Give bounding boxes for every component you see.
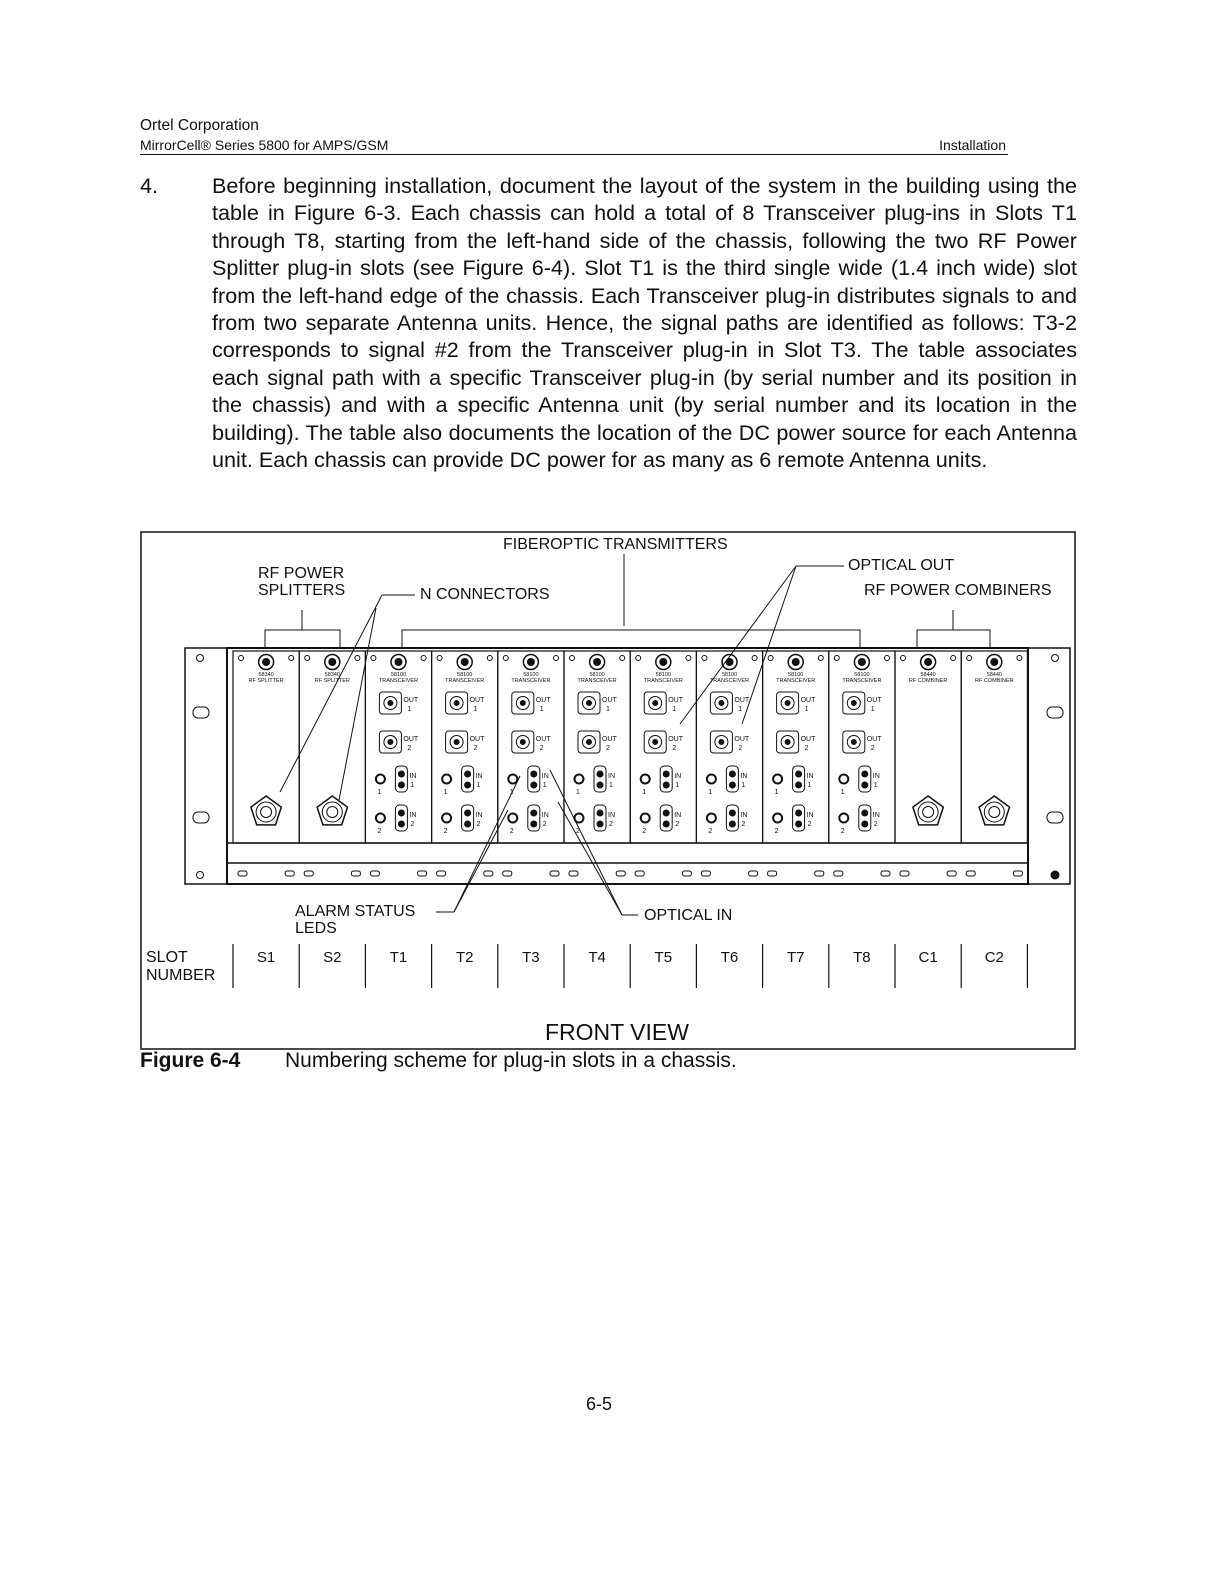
- port-label-number: 1: [804, 706, 809, 713]
- port-label-out: OUT: [403, 697, 419, 704]
- n-connector: [317, 796, 347, 825]
- screw: [1017, 656, 1022, 661]
- port-label-number: 2: [804, 745, 809, 752]
- alarm-led: [442, 775, 451, 784]
- slot-label-t3: T3: [522, 949, 540, 966]
- slot-number-label-line2: NUMBER: [146, 967, 216, 984]
- port-label-number: 1: [410, 782, 415, 789]
- rail-slot: [370, 871, 379, 876]
- right-rack-ear: [1028, 648, 1070, 884]
- optical-in-port-core: [796, 810, 802, 816]
- alarm-led: [442, 814, 451, 823]
- port-label-number: 1: [473, 706, 478, 713]
- slot-label-c2: C2: [984, 949, 1004, 966]
- port-label-number: 1: [870, 706, 875, 713]
- port-label-in: IN: [608, 812, 615, 819]
- port-label-in: IN: [674, 773, 682, 780]
- rail-slot: [749, 871, 758, 876]
- port-label-number: 1: [840, 789, 845, 796]
- port-label-number: 1: [606, 706, 610, 713]
- optical-out-port-core: [785, 701, 790, 706]
- rail-slot: [569, 871, 578, 876]
- optical-in-port-core: [663, 821, 669, 827]
- optical-out-port-core: [785, 740, 790, 745]
- optical-in-port-core: [465, 810, 471, 816]
- screw: [371, 656, 376, 661]
- optical-in-port-core: [531, 771, 537, 777]
- rail-slot: [484, 871, 493, 876]
- screw: [487, 656, 492, 661]
- port-label-in: IN: [409, 812, 417, 819]
- optical-out-port-core: [587, 740, 592, 745]
- port-label-out: OUT: [800, 697, 816, 704]
- port-label-number: 1: [807, 782, 812, 789]
- slot-number-label-line1: SLOT: [146, 949, 188, 966]
- optical-in-port-core: [796, 782, 802, 788]
- status-led-center: [594, 659, 601, 666]
- callout-n-connectors: N CONNECTORS: [420, 586, 550, 603]
- callout-rf-power-combiners: RF POWER COMBINERS: [864, 582, 1052, 599]
- port-label-out: OUT: [403, 736, 419, 743]
- step-number: 4.: [140, 173, 159, 198]
- rail-slot: [238, 871, 247, 876]
- caption-text: Numbering scheme for plug-in slots in a chassis.: [285, 1049, 737, 1072]
- optical-in-port-core: [729, 782, 735, 788]
- rail-slot: [635, 871, 644, 876]
- optical-in-port-core: [729, 771, 735, 777]
- port-label-number: 2: [807, 821, 812, 828]
- screw: [768, 656, 773, 661]
- port-label-in: IN: [541, 812, 549, 819]
- port-label-number: 2: [840, 828, 845, 835]
- port-label-number: 1: [741, 782, 746, 789]
- port-label-number: 1: [774, 789, 779, 796]
- module-type-label: TRANSCEIVER: [643, 678, 683, 684]
- optical-in-port-core: [862, 810, 868, 816]
- port-label-in: IN: [806, 812, 814, 819]
- port-label-number: 1: [443, 789, 448, 796]
- port-label-number: 2: [738, 745, 743, 752]
- port-label-out: OUT: [535, 697, 551, 704]
- module-part-number: 58440: [920, 672, 936, 678]
- module-type-label: TRANSCEIVER: [709, 678, 750, 684]
- screw: [901, 656, 906, 661]
- alarm-led: [508, 775, 517, 784]
- port-label-number: 2: [377, 828, 382, 835]
- rail-slot: [947, 871, 956, 876]
- port-label-in: IN: [475, 773, 483, 780]
- module-type-label: TRANSCEIVER: [511, 678, 551, 684]
- alarm-led: [707, 814, 716, 823]
- optical-in-port-core: [597, 821, 603, 827]
- optical-in-port-core: [663, 782, 669, 788]
- port-label-number: 1: [509, 789, 514, 796]
- n-connector-ring: [984, 802, 1004, 822]
- port-label-number: 2: [476, 821, 481, 828]
- figure-caption: [140, 1049, 737, 1073]
- rail-slot: [966, 871, 975, 876]
- optical-in-port-core: [398, 810, 404, 816]
- screw: [818, 656, 823, 661]
- optical-out-port-core: [454, 701, 459, 706]
- optical-in-port-core: [597, 810, 603, 816]
- port-label-number: 1: [377, 789, 382, 796]
- slot-label-t4: T4: [588, 949, 606, 966]
- callout-optical-out: OPTICAL OUT: [848, 557, 955, 574]
- port-label-number: 1: [708, 789, 713, 796]
- status-led-center: [925, 659, 932, 666]
- port-label-number: 2: [642, 828, 647, 835]
- slot-label-s2: S2: [323, 949, 342, 966]
- port-label-number: 1: [642, 789, 647, 796]
- alarm-led: [707, 775, 716, 784]
- port-label-number: 1: [407, 706, 412, 713]
- port-label-in: IN: [608, 773, 615, 780]
- rail-slot: [1013, 871, 1022, 876]
- port-label-number: 2: [410, 821, 415, 828]
- optical-in-port-core: [663, 810, 669, 816]
- alarm-led: [376, 775, 385, 784]
- n-connector-inner: [923, 807, 934, 818]
- slot-label-t7: T7: [786, 949, 805, 966]
- screw: [570, 656, 575, 661]
- n-connector: [251, 796, 281, 825]
- slot-label-t8: T8: [853, 949, 871, 966]
- screw: [503, 656, 508, 661]
- rail-slot: [418, 871, 427, 876]
- module-type-label: TRANSCEIVER: [378, 678, 419, 684]
- module-part-number: 58100: [854, 672, 870, 678]
- n-connector: [913, 796, 943, 825]
- screw: [620, 656, 625, 661]
- rail-slot: [682, 871, 691, 876]
- port-label-in: IN: [740, 812, 748, 819]
- alarm-led: [773, 775, 782, 784]
- screw: [951, 656, 956, 661]
- alarm-led: [773, 814, 782, 823]
- n-connector-ring: [256, 802, 276, 822]
- screw: [702, 656, 707, 661]
- optical-in-port-core: [531, 782, 537, 788]
- port-label-out: OUT: [668, 697, 683, 704]
- module-type-label: TRANSCEIVER: [577, 678, 617, 684]
- rail-slot: [881, 871, 890, 876]
- optical-in-port-core: [663, 771, 669, 777]
- alarm-led: [839, 814, 848, 823]
- port-label-out: OUT: [469, 697, 485, 704]
- rail-slot: [304, 871, 313, 876]
- module-part-number: 58100: [523, 672, 539, 678]
- optical-in-port-core: [597, 782, 603, 788]
- port-label-out: OUT: [734, 736, 750, 743]
- screw: [686, 656, 691, 661]
- rail-slot: [701, 871, 710, 876]
- callout-fiberoptic-transmitters: FIBEROPTIC TRANSMITTERS: [503, 536, 728, 553]
- optical-in-port-core: [465, 821, 471, 827]
- status-led-center: [858, 659, 865, 666]
- screw: [554, 656, 559, 661]
- port-label-out: OUT: [602, 736, 617, 743]
- rail-slot: [834, 871, 843, 876]
- port-label-in: IN: [806, 773, 814, 780]
- status-led-center: [329, 659, 336, 666]
- optical-in-port-core: [862, 771, 868, 777]
- alarm-led: [641, 775, 650, 784]
- status-led-center: [991, 659, 998, 666]
- port-label-out: OUT: [469, 736, 485, 743]
- callout-rf-power-line2: SPLITTERS: [258, 582, 346, 599]
- callout-alarm-status-line2: LEDS: [295, 920, 337, 937]
- module-part-number: 58440: [986, 672, 1002, 678]
- status-led-center: [726, 659, 733, 666]
- n-connector: [979, 796, 1009, 825]
- module-part-number: 58100: [788, 672, 804, 678]
- optical-in-port-core: [729, 821, 735, 827]
- screw: [305, 656, 310, 661]
- running-header: [140, 137, 1008, 155]
- caption-figure-number: Figure 6-4: [140, 1049, 241, 1072]
- slot-label-c1: C1: [918, 949, 938, 966]
- alarm-led: [839, 775, 848, 784]
- screw: [355, 656, 360, 661]
- callout-optical-in: OPTICAL IN: [644, 907, 733, 924]
- port-label-number: 1: [576, 789, 580, 796]
- optical-in-port-core: [531, 810, 537, 816]
- screw: [636, 656, 641, 661]
- optical-out-port-core: [653, 701, 658, 706]
- port-label-number: 2: [870, 745, 875, 752]
- port-label-number: 2: [509, 828, 514, 835]
- port-label-number: 2: [473, 745, 478, 752]
- port-label-number: 2: [774, 828, 779, 835]
- slot-label-t6: T6: [720, 949, 739, 966]
- port-label-number: 1: [873, 782, 878, 789]
- optical-out-port-core: [388, 701, 393, 706]
- rail-slot: [285, 871, 294, 876]
- port-label-number: 1: [738, 706, 743, 713]
- optical-out-port-core: [388, 740, 393, 745]
- module-type-label: RF SPLITTER: [248, 678, 284, 684]
- module-type-label: RF COMBINER: [975, 678, 1014, 684]
- port-label-number: 2: [576, 828, 580, 835]
- port-label-number: 1: [539, 706, 544, 713]
- optical-out-port-core: [851, 740, 856, 745]
- rail-slot: [550, 871, 559, 876]
- screw: [421, 656, 426, 661]
- rail-slot: [768, 871, 777, 876]
- port-label-number: 2: [407, 745, 412, 752]
- module-part-number: 58100: [721, 672, 738, 678]
- screw: [885, 656, 890, 661]
- optical-out-port-core: [653, 740, 658, 745]
- status-led-center: [461, 659, 468, 666]
- module-type-label: RF COMBINER: [908, 678, 948, 684]
- optical-in-port-core: [531, 821, 537, 827]
- port-label-number: 2: [672, 745, 677, 752]
- screw: [834, 656, 839, 661]
- module-part-number: 58340: [258, 672, 274, 678]
- page-number: 6-5: [586, 1394, 613, 1414]
- alarm-led: [376, 814, 385, 823]
- module-type-label: TRANSCEIVER: [445, 678, 485, 684]
- module-type-label: TRANSCEIVER: [842, 678, 882, 684]
- optical-in-port-core: [729, 810, 735, 816]
- optical-out-port-core: [454, 740, 459, 745]
- port-label-out: OUT: [668, 736, 683, 743]
- port-label-number: 2: [542, 821, 547, 828]
- n-connector-ring: [918, 802, 938, 822]
- step-text: Before beginning installation, document the layout of the system in the building using the table in Figure 6-3. Each chassis can hold a total of 8 Transceiver plug-ins in Slots T1 through T8, starting from the left-hand side of the chassis, following the two RF Power Splitter plug-in slots (see Figure 6-4). Slot T1 is the third single wide (1.4 inch wide) slot from the left-hand edge of the chassis. Each Transceiver plug-in distributes signals to and from two separate Antenna units. Hence, the signal paths are identified as follows: T3-2 corresponds to signal #2 from the Transceiver plug-in in Slot T3. The table associates each signal path with a specific Transceiver plug-in (by serial number and its position in the chassis) and with a specific Antenna unit (by serial number and its location in the building). The table also documents the location of the DC power source for each Antenna unit. Each chassis can provide DC power for as many as 6 remote Antenna units.: [212, 173, 1077, 473]
- module-part-number: 58100: [457, 672, 473, 678]
- left-rack-ear: [185, 648, 227, 884]
- port-label-out: OUT: [602, 697, 617, 704]
- port-label-in: IN: [475, 812, 483, 819]
- slot-label-t2: T2: [455, 949, 474, 966]
- alarm-led: [508, 814, 517, 823]
- callout-alarm-status-line1: ALARM STATUS: [295, 903, 416, 920]
- alarm-led: [575, 814, 584, 823]
- n-connector-inner: [989, 807, 1000, 818]
- front-view-label: FRONT VIEW: [545, 1019, 689, 1045]
- optical-in-port-core: [597, 771, 603, 777]
- port-label-number: 1: [609, 782, 613, 789]
- screw: [239, 656, 244, 661]
- optical-in-port-core: [796, 821, 802, 827]
- optical-out-port-core: [520, 701, 525, 706]
- port-label-out: OUT: [866, 697, 882, 704]
- slot-number-row: [233, 944, 1027, 988]
- rail-slot: [351, 871, 360, 876]
- screw: [967, 656, 972, 661]
- optical-in-port-core: [398, 821, 404, 827]
- module-part-number: 58340: [324, 672, 340, 678]
- screw: [752, 656, 757, 661]
- port-label-in: IN: [409, 773, 417, 780]
- callout-rf-power-line1: RF POWER: [258, 565, 345, 582]
- slot-label-s1: S1: [256, 949, 276, 966]
- port-label-number: 1: [675, 782, 680, 789]
- rail-slot: [900, 871, 909, 876]
- module-type-label: TRANSCEIVER: [776, 678, 816, 684]
- module-part-number: 58100: [589, 672, 605, 678]
- n-connector-inner: [261, 807, 272, 818]
- port-label-in: IN: [872, 773, 880, 780]
- module-part-number: 58100: [390, 672, 407, 678]
- module-type-label: RF SPLITTER: [314, 678, 350, 684]
- port-label-number: 2: [609, 821, 613, 828]
- screw: [437, 656, 442, 661]
- port-label-number: 2: [708, 828, 713, 835]
- port-label-in: IN: [740, 773, 748, 780]
- optical-in-port-core: [796, 771, 802, 777]
- status-led-center: [792, 659, 799, 666]
- port-label-number: 2: [443, 828, 448, 835]
- optical-in-port-core: [465, 782, 471, 788]
- port-label-in: IN: [541, 773, 549, 780]
- callout-leader-lines: [265, 554, 990, 915]
- optical-out-port-core: [851, 701, 856, 706]
- port-label-out: OUT: [535, 736, 551, 743]
- rail-slot: [815, 871, 824, 876]
- port-label-number: 2: [873, 821, 878, 828]
- n-connector-ring: [322, 802, 342, 822]
- port-label-out: OUT: [866, 736, 882, 743]
- screw: [289, 656, 294, 661]
- alarm-led: [575, 775, 584, 784]
- port-label-number: 2: [675, 821, 680, 828]
- header-series: MirrorCell® Series 5800 for AMPS/GSM: [140, 137, 389, 153]
- port-label-number: 2: [741, 821, 746, 828]
- slot-label-t1: T1: [389, 949, 408, 966]
- status-led-center: [263, 659, 270, 666]
- status-led-center: [660, 659, 667, 666]
- port-label-number: 1: [476, 782, 481, 789]
- optical-in-port-core: [862, 821, 868, 827]
- module-part-number: 58100: [655, 672, 671, 678]
- optical-out-port-core: [719, 701, 724, 706]
- slot-label-t5: T5: [654, 949, 673, 966]
- optical-out-port-core: [587, 701, 592, 706]
- port-label-number: 1: [542, 782, 547, 789]
- port-label-number: 2: [539, 745, 544, 752]
- optical-out-port-core: [719, 740, 724, 745]
- port-label-out: OUT: [734, 697, 750, 704]
- optical-in-port-core: [862, 782, 868, 788]
- port-label-number: 2: [606, 745, 610, 752]
- status-led-center: [395, 659, 402, 666]
- header-section: Installation: [939, 137, 1006, 153]
- port-label-number: 1: [672, 706, 677, 713]
- rail-slot: [503, 871, 512, 876]
- optical-in-port-core: [398, 771, 404, 777]
- optical-in-port-core: [465, 771, 471, 777]
- optical-in-port-core: [398, 782, 404, 788]
- port-label-out: OUT: [800, 736, 816, 743]
- rail-slot: [616, 871, 625, 876]
- alarm-led: [641, 814, 650, 823]
- port-label-in: IN: [872, 812, 880, 819]
- rail-slot: [437, 871, 446, 876]
- optical-out-port-core: [520, 740, 525, 745]
- n-connector-inner: [327, 807, 338, 818]
- port-label-in: IN: [674, 812, 682, 819]
- chassis-front-view-figure: [140, 530, 1080, 1050]
- status-led-center: [527, 659, 534, 666]
- header-company: Ortel Corporation: [140, 117, 259, 134]
